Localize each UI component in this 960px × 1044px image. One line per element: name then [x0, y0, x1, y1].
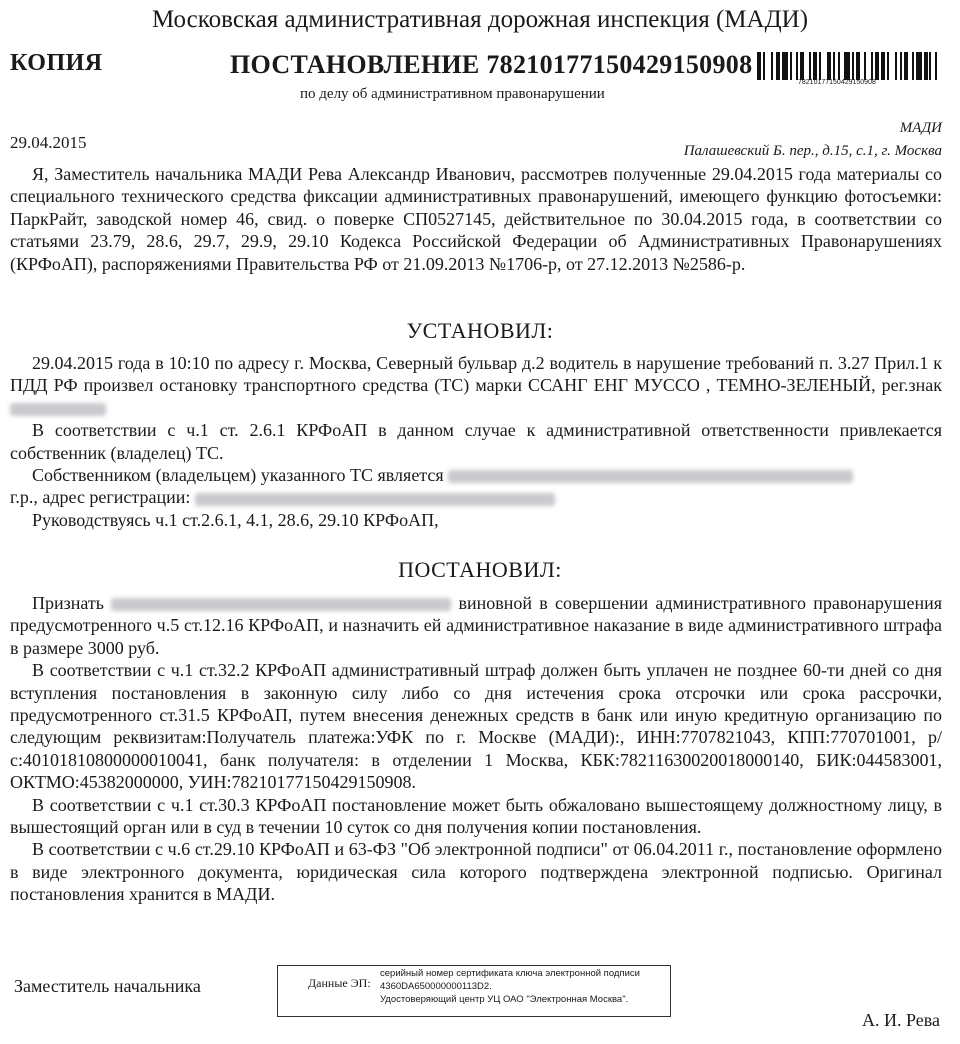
document-date: 29.04.2015	[10, 133, 87, 152]
intro-paragraph: Я, Заместитель начальника МАДИ Рева Александр Иванович, рассмотрев полученные 29.04.2015 года материалы со специального технического средства фиксации административных правонарушений, имеющего функцию фотосъемки: ПаркРайт, заводской номер 46, свид. о поверке СП0527145, действительное по 30.04.2015 года, в соответствии со статьями 23.79, 28.6, 29.7, 29.9, 29.10 Кодекса Российской Федерации об Административных Правонарушениях (КРФоАП), распоряжениями Правительства РФ от 21.09.2013 №1706-р, от 27.12.2013 №2586-р.	[10, 164, 942, 274]
decided-block	[10, 592, 942, 906]
owner-paragraph: Собственником (владельцем) указанного ТС является г.р., адрес регистрации:	[10, 464, 942, 509]
ep-label: Данные ЭП:	[308, 976, 371, 990]
intro-paragraph-block	[10, 163, 942, 275]
copy-label: КОПИЯ	[10, 50, 103, 76]
org-name: МАДИ	[899, 120, 942, 136]
ep-line-2: 4360DA650000000113D2.	[380, 981, 492, 992]
guided-paragraph: Руководствуясь ч.1 ст.2.6.1, 4.1, 28.6, 29.10 КРФоАП,	[32, 509, 439, 530]
agency-name: Московская административная дорожная инспекция (МАДИ)	[151, 6, 809, 33]
liability-paragraph: В соответствии с ч.1 ст. 2.6.1 КРФоАП в данном случае к административной ответственности привлекается собственник (владелец) ТС.	[10, 420, 942, 463]
signer-position: Заместитель начальника	[14, 976, 201, 996]
ep-details	[380, 967, 640, 1006]
barcode-number: 78210177150429150908	[798, 79, 876, 86]
redacted-person-name	[111, 598, 451, 611]
redacted-address	[195, 493, 555, 506]
document-title: ПОСТАНОВЛЕНИЕ 78210177150429150908	[230, 50, 753, 79]
appeal-paragraph: В соответствии с ч.1 ст.30.3 КРФоАП постановление может быть обжаловано вышестоящему должностному лицу, в вышестоящий орган или в суд в течении 10 суток со дня получения копии постановления.	[10, 794, 942, 838]
org-address: Палашевский Б. пер., д.15, с.1, г. Москва	[683, 143, 942, 159]
barcode	[757, 52, 943, 80]
ep-line-1: серийный номер сертификата ключа электронной подписи	[380, 968, 640, 979]
heading-decided: ПОСТАНОВИЛ:	[398, 557, 562, 582]
document-subtitle: по делу об административном правонарушении	[300, 86, 605, 102]
redacted-plate	[10, 403, 106, 416]
established-block	[10, 352, 942, 531]
barcode-bar	[937, 52, 943, 80]
payment-paragraph: В соответствии с ч.1 ст.32.2 КРФоАП административный штраф должен быть уплачен не позднее 60-ти дней со дня вступления постановления в законную силу либо со дня истечения срока отсрочки или срока рассрочки, предусмотренного ст.31.5 КРФоАП, путем внесения денежных средств в банк или иную кредитную организацию по следующим реквизитам:Получатель платежа:УФК по г. Москве (МАДИ):, ИНН:7707821043, КПП:770701001, р/с:40101810800000010041, банк получателя: в отделении 1 Москва, КБК:78211630020018000140, БИК:044583001, ОКТМО:45382000000, УИН:78210177150429150908.	[10, 660, 942, 793]
e-signature-box	[277, 965, 671, 1017]
incident-paragraph: 29.04.2015 года в 10:10 по адресу г. Москва, Северный бульвар д.2 водитель в нарушение требований п. 3.27 Прил.1 к ПДД РФ произвел остановку транспортного средства (ТС) марки ССАНГ ЕНГ МУССО , ТЕМНО-ЗЕЛЕНЫЙ, рег.знак	[10, 352, 942, 419]
signer-name: А. И. Рева	[861, 1010, 940, 1030]
e-signature-paragraph: В соответствии с ч.6 ст.29.10 КРФоАП и 63-ФЗ "Об электронной подписи" от 06.04.2011 г., постановление оформлено в виде электронного документа, юридическая сила которого подтверждена электронной подписью. Оригинал постановления хранится в МАДИ.	[10, 839, 942, 905]
redacted-owner-name	[448, 470, 853, 483]
ep-line-3: Удостоверяющий центр УЦ ОАО "Электронная Москва".	[380, 994, 629, 1005]
guilty-paragraph: Признать виновной в совершении административного правонарушения предусмотренного ч.5 ст.12.16 КРФоАП, и назначить ей административное наказание в виде административного штрафа в размере 3000 руб.	[10, 593, 943, 658]
heading-established: УСТАНОВИЛ:	[406, 318, 554, 343]
